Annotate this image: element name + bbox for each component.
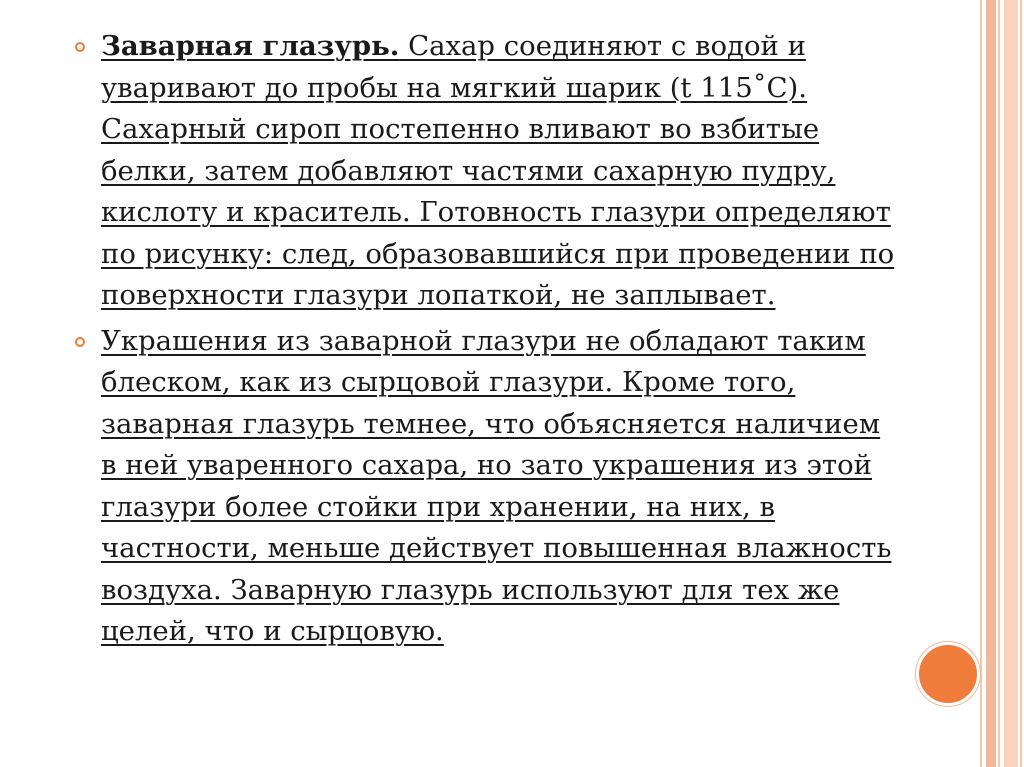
bullet-ring-icon [75, 337, 85, 347]
stripe [980, 0, 982, 767]
stripe [1004, 0, 1018, 767]
bullet-item [72, 26, 902, 317]
bullet-text [101, 325, 891, 648]
stripe [986, 0, 996, 767]
decorative-side-stripes [976, 0, 1024, 767]
stripe [998, 0, 1000, 767]
stripe [1020, 0, 1022, 767]
bullet-body: Сахар соединяют с водой и уваривают до пробы на мягкий шарик (t 115˚С). Сахарный сироп постепенно вливают во взбитые белки, затем добавляют частями сахарную пудру, кислоту и краситель. Готовность глазури определяют по рисунку: след, образовавшийся при проведении по поверхности глазури лопаткой, не заплывает. [101, 30, 895, 311]
bullet-body: Украшения из заварной глазури не обладают таким блеском, как из сырцовой глазури. Кроме того, заварная глазурь темнее, что объясняется наличием в ней уваренного сахара, но зато украшения из этой глазури более стойки при хранении, на них, в частности, меньше действует повышенная влажность воздуха. Заварную глазурь используют для тех же целей, что и сырцовую. [101, 324, 892, 647]
decorative-circle [916, 642, 980, 706]
bullet-ring-icon [75, 42, 85, 52]
bullet-text [101, 30, 894, 311]
slide-body [72, 26, 902, 653]
bullet-lead: Заварная глазурь. [101, 30, 400, 62]
bullet-item [72, 321, 902, 653]
